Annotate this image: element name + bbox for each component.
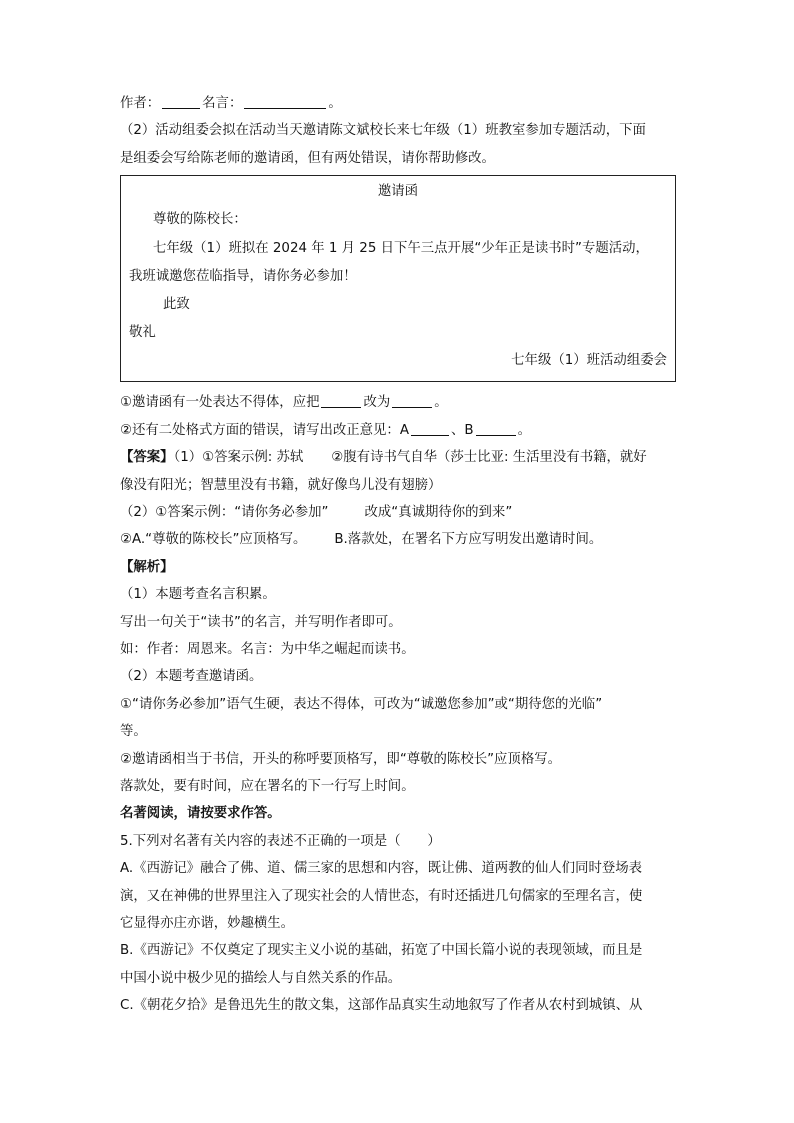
analysis-l1: （1）本题考查名言积累。 <box>120 587 276 603</box>
analysis-l6: 等。 <box>120 724 147 740</box>
analysis-l4: （2）本题考查邀请函。 <box>120 669 263 685</box>
task2-blank-a[interactable] <box>411 421 449 436</box>
letter-title: 邀请函 <box>377 184 419 200</box>
quote-blank[interactable] <box>244 94 326 109</box>
answer-a2-part1: （2）①答案示例：“请你务必参加” <box>120 505 329 521</box>
option-a-line3: 它显得亦庄亦谐，妙趣横生。 <box>120 915 295 931</box>
option-b-line2: 中国小说中极少见的描绘人与自然关系的作品。 <box>120 970 402 986</box>
question-5: 5.下列对名著有关内容的表述不正确的一项是（ ） <box>120 833 441 849</box>
option-c-line1: C.《朝花夕拾》是鲁迅先生的散文集，这部作品真实生动地叙写了作者从农村到城镇、从 <box>120 998 643 1014</box>
task2-blank-b[interactable] <box>476 421 516 436</box>
task1-blank-to[interactable] <box>392 393 432 408</box>
invitation-letter-box <box>120 175 676 382</box>
task2-text-a: ②还有二处格式方面的错误，请写出改正意见：A <box>120 422 409 438</box>
document-page <box>120 90 676 1019</box>
answer-a2-part2: 改成“真诚期待你的到来” <box>364 505 513 521</box>
author-label: 作者： <box>120 96 161 111</box>
task1-blank-from[interactable] <box>321 393 361 408</box>
analysis-label: 【解析】 <box>120 559 174 575</box>
analysis-l3: 如：作者：周恩来。名言：为中华之崛起而读书。 <box>120 642 415 657</box>
analysis-l7: ②邀请函相当于书信，开头的称呼要顶格写，即“尊敬的陈校长”应顶格写。 <box>120 751 561 767</box>
section-heading: 名著阅读，请按要求作答。 <box>120 806 281 822</box>
letter-closing1: 此致 <box>163 296 190 312</box>
task2-text-c: 。 <box>517 422 531 438</box>
answer-a3-part1: ②A.“尊敬的陈校长”应顶格写。 <box>120 532 307 548</box>
task1-line <box>120 389 676 416</box>
part2-line1: （2）活动组委会拟在活动当天邀请陈文斌校长来七年级（1）班教室参加专题活动，下面 <box>120 123 646 139</box>
answer-line1 <box>120 444 676 471</box>
analysis-l5: ①“请你务必参加”语气生硬，表达不得体，可改为“诚邀您参加”或“期待您的光临” <box>120 696 603 712</box>
period: 。 <box>328 96 342 111</box>
author-quote-line <box>120 90 676 117</box>
letter-body-line1: 七年级（1）班拟在 2024 年 1 月 25 日下午三点开展“少年正是读书时”专题活动， <box>153 240 649 256</box>
task1-text-b: 改为 <box>363 395 391 411</box>
letter-salutation: 尊敬的陈校长： <box>153 212 247 228</box>
author-blank[interactable] <box>162 94 200 109</box>
task1-text-c: 。 <box>434 395 448 411</box>
task2-line <box>120 417 676 444</box>
option-a-line1: A.《西游记》融合了佛、道、儒三家的思想和内容，既让佛、道两教的仙人们同时登场表 <box>120 861 643 877</box>
task2-text-b: 、B <box>450 422 474 438</box>
task1-text-a: ①邀请函有一处表达不得体，应把 <box>120 395 320 411</box>
answer-line4 <box>120 526 676 553</box>
answer-a1-part1: （1）①答案示例: 苏轼 <box>173 450 304 466</box>
part2-line2: 是组委会写给陈老师的邀请函，但有两处错误，请你帮助修改。 <box>120 150 495 166</box>
answer-line2: 像没有阳光；智慧里没有书籍，就好像鸟儿没有翅膀） <box>120 477 442 493</box>
option-a-line2: 演，又在神佛的世界里注入了现实社会的人情世态，有时还插进几句儒家的至理名言，使 <box>120 888 643 904</box>
answer-line3 <box>120 499 676 526</box>
letter-body-line2: 我班诚邀您莅临指导，请你务必参加！ <box>129 268 357 284</box>
answer-label: 【答案】 <box>120 450 174 466</box>
quote-label: 名言： <box>202 96 243 111</box>
analysis-l2: 写出一句关于“读书”的名言，并写明作者即可。 <box>120 614 402 630</box>
analysis-l8: 落款处，要有时间，应在署名的下一行写上时间。 <box>120 778 415 794</box>
answer-a1-part2: ②腹有诗书气自华（莎士比亚: 生活里没有书籍，就好 <box>331 450 647 466</box>
option-b-line1: B.《西游记》不仅奠定了现实主义小说的基础，拓宽了中国长篇小说的表现领域，而且是 <box>120 943 643 959</box>
letter-signature: 七年级（1）班活动组委会 <box>511 353 667 369</box>
answer-a3-part2: B.落款处，在署名下方应写明发出邀请时间。 <box>334 532 603 548</box>
letter-closing2: 敬礼 <box>129 325 156 341</box>
